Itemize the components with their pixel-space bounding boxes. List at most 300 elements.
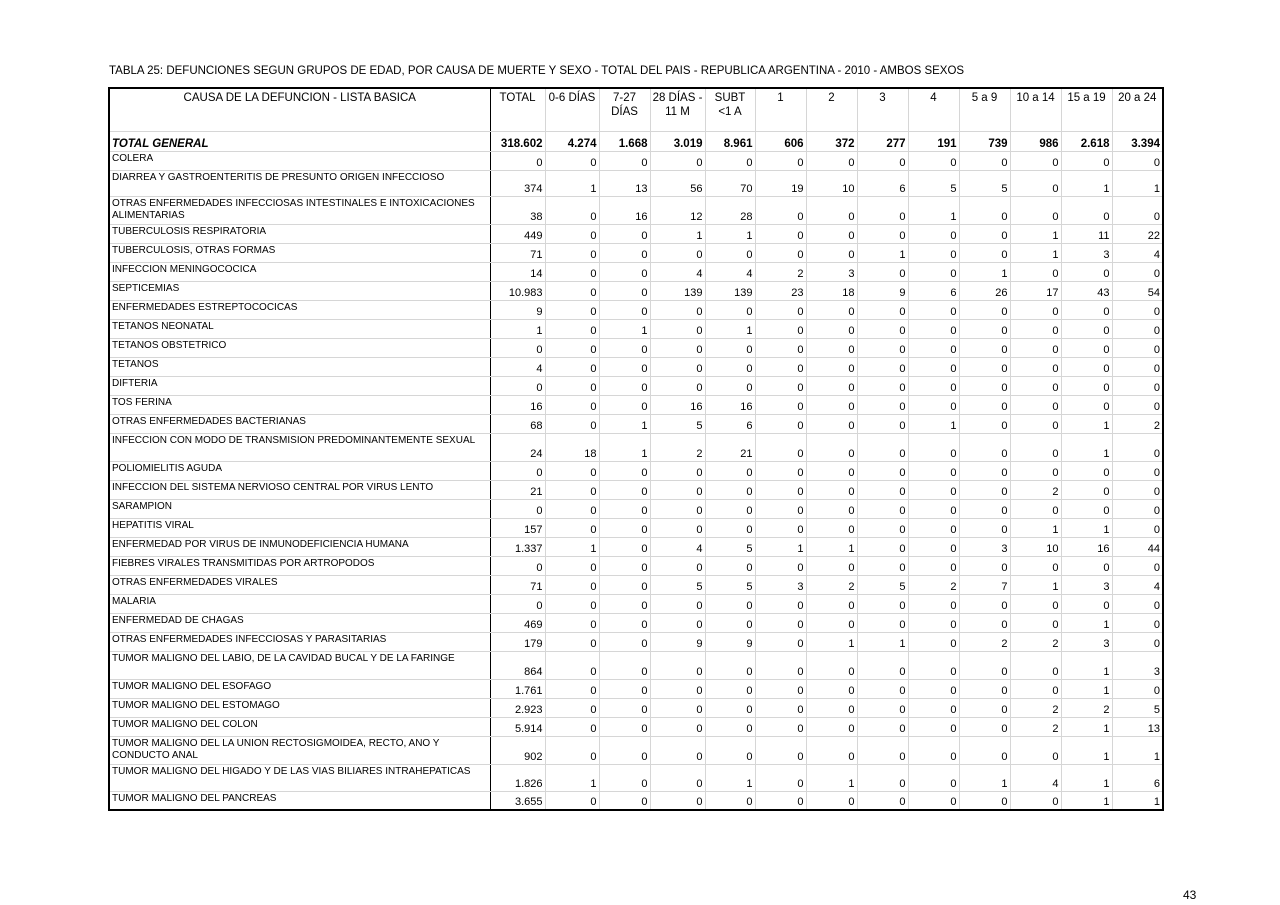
cell-value: 0 [908, 594, 959, 613]
cause-label: FIEBRES VIRALES TRANSMITIDAS POR ARTROPODOS [109, 556, 490, 575]
cell-value: 22 [1112, 224, 1163, 243]
cell-value: 2 [1112, 414, 1163, 433]
cell-value: 10 [806, 170, 857, 196]
cell-value: 0 [755, 319, 806, 338]
cell-value: 16 [490, 395, 545, 414]
cell-value: 0 [650, 338, 705, 357]
cell-value: 0 [650, 499, 705, 518]
cell-value: 0 [857, 414, 908, 433]
cell-value: 43 [1061, 281, 1112, 300]
cell-value: 139 [650, 281, 705, 300]
cause-label: ENFERMEDAD DE CHAGAS [109, 613, 490, 632]
cell-value: 0 [545, 300, 599, 319]
table-row [109, 594, 1163, 613]
cell-value: 1 [705, 319, 755, 338]
cell-value: 0 [1010, 594, 1061, 613]
cell-value: 0 [1010, 338, 1061, 357]
cell-value: 0 [1010, 151, 1061, 170]
table-row [109, 736, 1163, 764]
cell-value: 0 [959, 151, 1010, 170]
column-header: 10 a 14 [1010, 88, 1061, 131]
cell-value: 0 [545, 395, 599, 414]
cell-value: 0 [857, 376, 908, 395]
cell-value: 0 [908, 791, 959, 810]
table-row [109, 679, 1163, 698]
cell-value: 0 [599, 651, 650, 679]
cell-value: 0 [1112, 594, 1163, 613]
cell-value: 1 [1010, 575, 1061, 594]
table-row [109, 300, 1163, 319]
cell-value: 0 [599, 791, 650, 810]
cell-value: 0 [1061, 338, 1112, 357]
cell-value: 0 [705, 594, 755, 613]
cause-label: OTRAS ENFERMEDADES VIRALES [109, 575, 490, 594]
cell-value: 0 [755, 480, 806, 499]
cell-value: 0 [545, 632, 599, 651]
cell-value: 1 [705, 224, 755, 243]
cell-value: 4 [650, 262, 705, 281]
cell-value: 1 [599, 414, 650, 433]
cell-value: 2 [1010, 717, 1061, 736]
cell-value: 0 [1061, 319, 1112, 338]
cell-value: 2 [1010, 632, 1061, 651]
cell-value: 4 [650, 537, 705, 556]
cell-value: 0 [650, 556, 705, 575]
cell-value: 0 [1061, 594, 1112, 613]
table-row [109, 717, 1163, 736]
total-value: 1.668 [599, 131, 650, 151]
cause-label: TUBERCULOSIS, OTRAS FORMAS [109, 243, 490, 262]
cell-value: 1 [857, 243, 908, 262]
cell-value: 0 [705, 736, 755, 764]
cell-value: 0 [806, 414, 857, 433]
cell-value: 0 [806, 300, 857, 319]
cell-value: 1 [1061, 613, 1112, 632]
cell-value: 0 [857, 764, 908, 791]
cause-label: TUMOR MALIGNO DEL LABIO, DE LA CAVIDAD BUCAL Y DE LA FARINGE [109, 651, 490, 679]
cell-value: 0 [650, 736, 705, 764]
cell-value: 0 [755, 698, 806, 717]
cell-value: 70 [705, 170, 755, 196]
cell-value: 0 [755, 518, 806, 537]
cell-value: 0 [908, 499, 959, 518]
cell-value: 0 [1112, 556, 1163, 575]
cause-label: ENFERMEDAD POR VIRUS DE INMUNODEFICIENCIA HUMANA [109, 537, 490, 556]
cell-value: 0 [1112, 518, 1163, 537]
cell-value: 449 [490, 224, 545, 243]
cell-value: 0 [959, 717, 1010, 736]
cell-value: 0 [908, 357, 959, 376]
cause-label: INFECCION MENINGOCOCICA [109, 262, 490, 281]
cell-value: 0 [1010, 376, 1061, 395]
cell-value: 54 [1112, 281, 1163, 300]
cause-label: TUMOR MALIGNO DEL COLON [109, 717, 490, 736]
cell-value: 0 [806, 736, 857, 764]
cause-label: OTRAS ENFERMEDADES BACTERIANAS [109, 414, 490, 433]
table-row [109, 556, 1163, 575]
cell-value: 2 [1010, 698, 1061, 717]
cell-value: 28 [705, 196, 755, 224]
cell-value: 7 [959, 575, 1010, 594]
cell-value: 0 [705, 679, 755, 698]
cell-value: 56 [650, 170, 705, 196]
total-value: 606 [755, 131, 806, 151]
cell-value: 1 [1010, 518, 1061, 537]
cell-value: 0 [1010, 196, 1061, 224]
cell-value: 0 [806, 679, 857, 698]
cell-value: 0 [705, 300, 755, 319]
cell-value: 0 [545, 480, 599, 499]
cell-value: 0 [908, 433, 959, 461]
cell-value: 2.923 [490, 698, 545, 717]
cell-value: 0 [545, 151, 599, 170]
cell-value: 0 [1010, 433, 1061, 461]
cell-value: 0 [599, 300, 650, 319]
table-row [109, 243, 1163, 262]
cell-value: 13 [599, 170, 650, 196]
cell-value: 2 [1010, 480, 1061, 499]
cell-value: 0 [908, 679, 959, 698]
cell-value: 0 [755, 395, 806, 414]
cell-value: 0 [650, 461, 705, 480]
cell-value: 0 [806, 376, 857, 395]
cell-value: 0 [705, 357, 755, 376]
cause-label: TUMOR MALIGNO DEL PANCREAS [109, 791, 490, 810]
total-row [109, 131, 1163, 151]
cause-label: TUMOR MALIGNO DEL ESOFAGO [109, 679, 490, 698]
cell-value: 0 [908, 537, 959, 556]
cause-label: OTRAS ENFERMEDADES INFECCIOSAS INTESTINALES E INTOXICACIONES ALIMENTARIAS [109, 196, 490, 224]
cell-value: 0 [755, 300, 806, 319]
cell-value: 0 [857, 499, 908, 518]
cell-value: 0 [545, 651, 599, 679]
cell-value: 0 [545, 338, 599, 357]
cell-value: 2 [908, 575, 959, 594]
cell-value: 9 [705, 632, 755, 651]
cell-value: 0 [755, 679, 806, 698]
cell-value: 4 [490, 357, 545, 376]
column-header: 15 a 19 [1061, 88, 1112, 131]
cell-value: 0 [490, 594, 545, 613]
cell-value: 0 [959, 433, 1010, 461]
cell-value: 0 [908, 632, 959, 651]
table-row [109, 575, 1163, 594]
cell-value: 0 [755, 414, 806, 433]
cause-label: TOS FERINA [109, 395, 490, 414]
cell-value: 0 [599, 151, 650, 170]
cell-value: 0 [599, 262, 650, 281]
cell-value: 0 [545, 698, 599, 717]
cause-label: TETANOS [109, 357, 490, 376]
cell-value: 0 [599, 338, 650, 357]
cell-value: 0 [755, 499, 806, 518]
cell-value: 0 [490, 556, 545, 575]
cell-value: 1 [1010, 224, 1061, 243]
cell-value: 0 [806, 480, 857, 499]
cell-value: 0 [650, 791, 705, 810]
cell-value: 0 [959, 613, 1010, 632]
cell-value: 0 [1112, 376, 1163, 395]
cell-value: 0 [545, 613, 599, 632]
table-row [109, 537, 1163, 556]
cell-value: 0 [1010, 679, 1061, 698]
cell-value: 0 [599, 461, 650, 480]
cell-value: 3 [755, 575, 806, 594]
cell-value: 0 [545, 262, 599, 281]
cell-value: 0 [1112, 395, 1163, 414]
cell-value: 0 [1112, 679, 1163, 698]
cell-value: 0 [599, 698, 650, 717]
cell-value: 0 [959, 594, 1010, 613]
cell-value: 16 [650, 395, 705, 414]
cell-value: 0 [705, 717, 755, 736]
cell-value: 1.826 [490, 764, 545, 791]
cell-value: 9 [857, 281, 908, 300]
cell-value: 0 [545, 319, 599, 338]
cell-value: 0 [1010, 170, 1061, 196]
cell-value: 0 [806, 461, 857, 480]
cell-value: 0 [1010, 736, 1061, 764]
table-row [109, 170, 1163, 196]
cell-value: 0 [908, 300, 959, 319]
cell-value: 0 [857, 262, 908, 281]
cell-value: 0 [755, 224, 806, 243]
cell-value: 0 [650, 300, 705, 319]
cell-value: 10 [1010, 537, 1061, 556]
cell-value: 68 [490, 414, 545, 433]
total-value: 4.274 [545, 131, 599, 151]
page-number: 43 [1183, 888, 1197, 902]
cell-value: 0 [908, 651, 959, 679]
cell-value: 0 [806, 651, 857, 679]
cell-value: 0 [1112, 461, 1163, 480]
cell-value: 0 [1112, 613, 1163, 632]
cell-value: 0 [908, 224, 959, 243]
cell-value: 0 [705, 480, 755, 499]
cell-value: 0 [755, 243, 806, 262]
cell-value: 0 [908, 461, 959, 480]
cell-value: 0 [806, 698, 857, 717]
cell-value: 0 [1061, 556, 1112, 575]
cell-value: 26 [959, 281, 1010, 300]
cell-value: 0 [599, 395, 650, 414]
cell-value: 0 [705, 651, 755, 679]
cell-value: 0 [1010, 319, 1061, 338]
table-row [109, 281, 1163, 300]
cell-value: 0 [857, 300, 908, 319]
cell-value: 0 [545, 594, 599, 613]
cell-value: 21 [705, 433, 755, 461]
cell-value: 0 [908, 717, 959, 736]
cell-value: 0 [545, 575, 599, 594]
column-header: SUBT <1 A [705, 88, 755, 131]
cell-value: 18 [806, 281, 857, 300]
cell-value: 1 [650, 224, 705, 243]
cause-label: TETANOS NEONATAL [109, 319, 490, 338]
cell-value: 0 [545, 414, 599, 433]
cell-value: 1 [1061, 791, 1112, 810]
cell-value: 0 [599, 764, 650, 791]
cell-value: 2 [755, 262, 806, 281]
column-header: 2 [806, 88, 857, 131]
cell-value: 0 [1061, 300, 1112, 319]
table-row [109, 461, 1163, 480]
cell-value: 0 [908, 736, 959, 764]
cause-label: SARAMPION [109, 499, 490, 518]
cell-value: 19 [755, 170, 806, 196]
cell-value: 2 [1061, 698, 1112, 717]
cell-value: 0 [755, 717, 806, 736]
cell-value: 0 [490, 376, 545, 395]
cell-value: 0 [806, 499, 857, 518]
cell-value: 1 [1061, 414, 1112, 433]
cell-value: 0 [545, 357, 599, 376]
cell-value: 14 [490, 262, 545, 281]
cell-value: 5 [650, 414, 705, 433]
cell-value: 0 [755, 196, 806, 224]
cell-value: 0 [1061, 395, 1112, 414]
cell-value: 0 [908, 395, 959, 414]
column-header: 7-27 DÍAS [599, 88, 650, 131]
cell-value: 0 [1112, 338, 1163, 357]
cell-value: 4 [1010, 764, 1061, 791]
cause-label: INFECCION DEL SISTEMA NERVIOSO CENTRAL POR VIRUS LENTO [109, 480, 490, 499]
cell-value: 4 [1112, 575, 1163, 594]
cell-value: 5 [650, 575, 705, 594]
cell-value: 1 [599, 319, 650, 338]
table-row [109, 764, 1163, 791]
total-value: 3.394 [1112, 131, 1163, 151]
cell-value: 0 [705, 151, 755, 170]
cell-value: 5.914 [490, 717, 545, 736]
cell-value: 0 [545, 717, 599, 736]
cell-value: 0 [908, 376, 959, 395]
cell-value: 38 [490, 196, 545, 224]
cell-value: 0 [1112, 632, 1163, 651]
cell-value: 0 [650, 594, 705, 613]
cell-value: 1 [545, 764, 599, 791]
cell-value: 0 [806, 518, 857, 537]
cell-value: 0 [650, 518, 705, 537]
cell-value: 1 [1061, 717, 1112, 736]
cell-value: 1 [1061, 764, 1112, 791]
cell-value: 0 [755, 357, 806, 376]
table-row [109, 651, 1163, 679]
cell-value: 0 [857, 480, 908, 499]
cell-value: 0 [959, 736, 1010, 764]
cell-value: 0 [755, 594, 806, 613]
cell-value: 0 [1061, 196, 1112, 224]
cell-value: 0 [1112, 300, 1163, 319]
cell-value: 5 [705, 575, 755, 594]
cell-value: 24 [490, 433, 545, 461]
cell-value: 0 [490, 461, 545, 480]
cell-value: 157 [490, 518, 545, 537]
cell-value: 1 [959, 262, 1010, 281]
cell-value: 2 [806, 575, 857, 594]
cell-value: 0 [806, 151, 857, 170]
cell-value: 0 [599, 736, 650, 764]
cell-value: 1 [545, 170, 599, 196]
header-row [109, 88, 1163, 131]
cell-value: 0 [650, 480, 705, 499]
column-header-cause: CAUSA DE LA DEFUNCION - LISTA BASICA [109, 88, 490, 131]
cause-label: POLIOMIELITIS AGUDA [109, 461, 490, 480]
cell-value: 1 [545, 537, 599, 556]
cell-value: 10.983 [490, 281, 545, 300]
cell-value: 0 [908, 262, 959, 281]
cell-value: 1 [908, 414, 959, 433]
cell-value: 0 [1112, 357, 1163, 376]
cell-value: 0 [599, 537, 650, 556]
cell-value: 0 [857, 613, 908, 632]
cell-value: 0 [599, 613, 650, 632]
cell-value: 0 [1112, 499, 1163, 518]
cell-value: 3 [1061, 632, 1112, 651]
cause-label: ENFERMEDADES ESTREPTOCOCICAS [109, 300, 490, 319]
cell-value: 0 [755, 556, 806, 575]
mortality-table [108, 87, 1164, 811]
total-value: 986 [1010, 131, 1061, 151]
cell-value: 0 [705, 791, 755, 810]
cell-value: 0 [806, 395, 857, 414]
cell-value: 0 [705, 461, 755, 480]
cause-label: TUMOR MALIGNO DEL HIGADO Y DE LAS VIAS BILIARES INTRAHEPATICAS [109, 764, 490, 791]
cell-value: 9 [650, 632, 705, 651]
cell-value: 1 [1112, 791, 1163, 810]
cell-value: 0 [857, 518, 908, 537]
cell-value: 0 [1061, 461, 1112, 480]
table-row [109, 262, 1163, 281]
cell-value: 1 [1061, 433, 1112, 461]
cell-value: 0 [857, 736, 908, 764]
cell-value: 0 [1061, 499, 1112, 518]
cell-value: 0 [1010, 556, 1061, 575]
column-header: 0-6 DÍAS [545, 88, 599, 131]
cell-value: 0 [959, 518, 1010, 537]
cell-value: 71 [490, 575, 545, 594]
cell-value: 0 [1010, 262, 1061, 281]
cell-value: 0 [490, 151, 545, 170]
cell-value: 11 [1061, 224, 1112, 243]
cell-value: 0 [1112, 433, 1163, 461]
cell-value: 0 [1010, 461, 1061, 480]
cell-value: 0 [908, 338, 959, 357]
column-header: 4 [908, 88, 959, 131]
cell-value: 0 [908, 556, 959, 575]
cell-value: 1 [1061, 170, 1112, 196]
cell-value: 469 [490, 613, 545, 632]
cell-value: 0 [599, 243, 650, 262]
cell-value: 5 [908, 170, 959, 196]
cell-value: 1 [1112, 736, 1163, 764]
cause-label: SEPTICEMIAS [109, 281, 490, 300]
cell-value: 0 [857, 651, 908, 679]
cell-value: 0 [959, 414, 1010, 433]
cell-value: 0 [755, 376, 806, 395]
cell-value: 0 [959, 224, 1010, 243]
cell-value: 0 [1010, 791, 1061, 810]
cell-value: 6 [705, 414, 755, 433]
cell-value: 0 [959, 338, 1010, 357]
cell-value: 3 [1061, 243, 1112, 262]
cell-value: 0 [806, 357, 857, 376]
cell-value: 0 [545, 461, 599, 480]
cell-value: 0 [545, 736, 599, 764]
cell-value: 0 [650, 698, 705, 717]
cell-value: 0 [545, 196, 599, 224]
cell-value: 0 [490, 338, 545, 357]
